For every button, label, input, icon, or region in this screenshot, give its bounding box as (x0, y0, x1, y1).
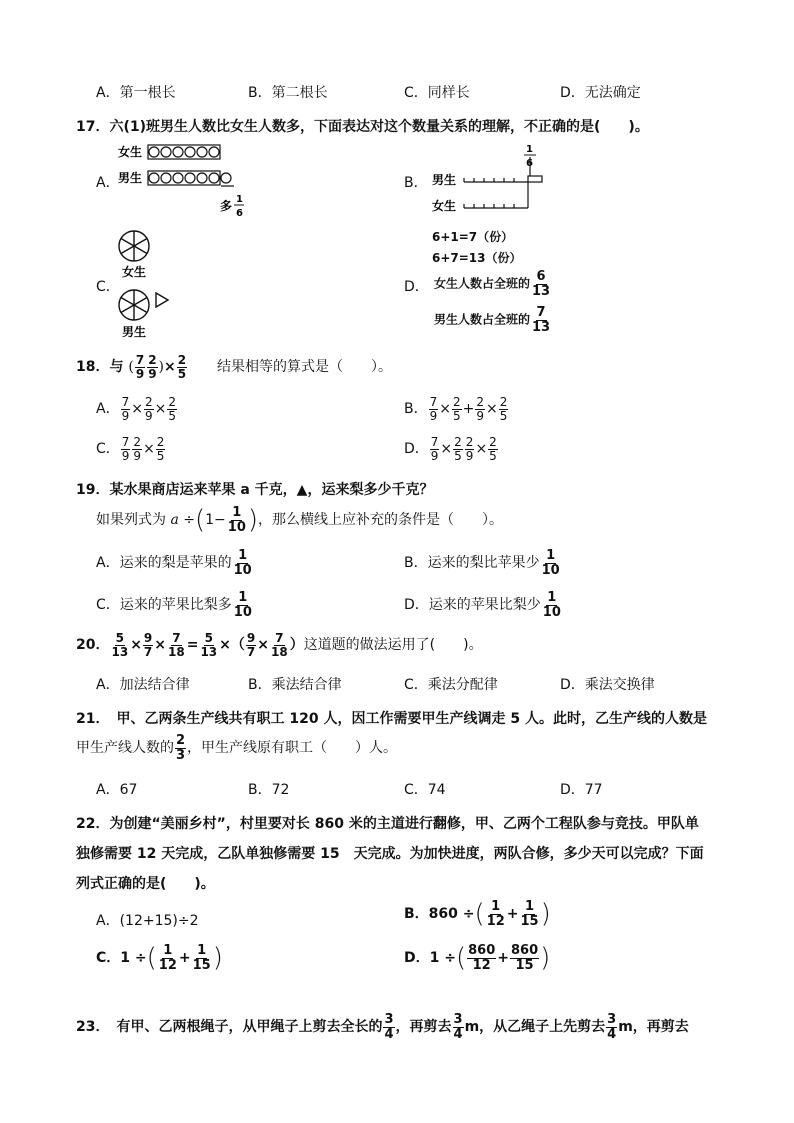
q17-a-frac-den: 6 (236, 208, 243, 219)
q19-option-d: D．运来的苹果比梨少 $\frac{1}{10}$ (404, 590, 561, 620)
q18-stem: 18．与 ( $\frac{7}{9}$ $\frac{2}{9}$ )× $\frac{2}{5}$ 结果相等的算式是（ ）。 (76, 353, 392, 381)
q17-b-frac-num: 1 (526, 144, 533, 155)
q17-c-girls-label: 女生 (122, 265, 147, 279)
q21-option-d: D．77 (560, 782, 603, 798)
q22-option-d: D．1 ÷( $\frac{860}{12}$ + $\frac{860}{15}$ ) (404, 943, 551, 974)
q19-option-c: C．运来的苹果比梨多 $\frac{1}{10}$ (96, 590, 252, 620)
q20-option-a: A．加法结合律 (96, 677, 190, 693)
q17-b-eq1: 6+1=7（份） (432, 230, 514, 244)
q17-a-boys-label: 男生 (118, 171, 143, 185)
q20-option-c: C．乘法分配律 (404, 677, 498, 693)
q16-option-a: A．第一根长 (96, 85, 176, 101)
q17-b-frac-den: 6 (526, 158, 533, 169)
q17-d-line2: 男生人数占全班的 $\frac{7}{13}$ (434, 305, 551, 335)
q21-line1: 21． 甲、乙两条生产线共有职工 120 人，因工作需要甲生产线调走 5 人。此时，乙生产线的人数是 (76, 711, 707, 727)
q17-stem: 17．六(1)班男生人数比女生人数多，下面表达对这个数量关系的理解，不正确的是( )。 (76, 119, 649, 135)
q17-a-frac-num: 1 (236, 194, 243, 205)
q22-line3: 列式正确的是( )。 (76, 876, 215, 892)
q17-c-boys-label: 男生 (122, 325, 147, 339)
q21-line2: 甲生产线人数的 $\frac{2}{3}$ ，甲生产线原有职工（ ）人。 (76, 733, 398, 763)
q17-b-girls-label: 女生 (432, 199, 457, 213)
q23-line1: 23． 有甲、乙两根绳子，从甲绳子上剪去全长的 $\frac{3}{4}$ ，再剪去 $\frac{3}{4}$ m，从乙绳子上先剪去 $\frac{3}{4}$ m，再剪去 (76, 1012, 689, 1042)
q22-option-a: A．(12+15)÷2 (96, 913, 199, 929)
q17-d-line1: 女生人数占全班的 $\frac{6}{13}$ (434, 269, 551, 299)
q17-option-c-label: C． (96, 279, 120, 295)
q17-option-a-label: A． (96, 175, 120, 191)
q18-option-d: D． $\frac{7}{9}$ × $\frac{2}{5}$ $\frac{2}{9}$ × $\frac{2}{5}$ (404, 435, 497, 463)
q19-option-b: B．运来的梨比苹果少 $\frac{1}{10}$ (404, 548, 560, 578)
q17-b-boys-label: 男生 (432, 173, 457, 187)
q22-line1: 22．为创建“美丽乡村”，村里要对长 860 米的主道进行翻修，甲、乙两个工程队参与竞技。甲队单 (76, 816, 699, 832)
q16-option-d: D．无法确定 (560, 85, 641, 101)
q17-c-pie-diagram (114, 226, 184, 342)
q17-b-eq2: 6+7=13（份） (432, 251, 522, 265)
q17-a-girls-label: 女生 (118, 145, 143, 159)
q19-stem: 19．某水果商店运来苹果 a 千克，▲，运来梨多少千克？ (76, 482, 434, 498)
q21-option-b: B．72 (248, 782, 290, 798)
q22-option-b: B．860 ÷( $\frac{1}{12}$ + $\frac{1}{15}$ ) (404, 899, 551, 930)
q19-formula-line: 如果列式为 a ÷(1− $\frac{1}{10}$ )，那么横线上应补充的条件是（ ）。 (96, 505, 504, 536)
q16-option-b: B．第二根长 (248, 85, 328, 101)
q22-line2: 独修需要 12 天完成，乙队单独修需要 15 天完成。为加快进度，两队合修，多少天可以完成？下面 (76, 846, 704, 862)
q17-a-circle-diagram (116, 140, 256, 220)
q18-option-a: A． $\frac{7}{9}$ × $\frac{2}{9}$ × $\frac{2}{5}$ (96, 395, 176, 423)
q20-option-b: B．乘法结合律 (248, 677, 342, 693)
q17-option-d-label: D． (404, 279, 429, 295)
q16-option-c: C．同样长 (404, 85, 470, 101)
q19-option-a: A．运来的梨是苹果的 $\frac{1}{10}$ (96, 548, 252, 578)
q18-option-c: C． $\frac{7}{9}$ $\frac{2}{9}$ × $\frac{2}{5}$ (96, 435, 165, 463)
q17-a-more-label: 多 (220, 199, 233, 213)
q21-option-a: A．67 (96, 782, 138, 798)
q20-option-d: D．乘法交换律 (560, 677, 655, 693)
q18-option-b: B． $\frac{7}{9}$ × $\frac{2}{5}$ + $\frac{2}{9}$ × $\frac{2}{5}$ (404, 395, 508, 423)
q17-b-line-diagram (428, 140, 558, 220)
q21-option-c: C．74 (404, 782, 446, 798)
q20-stem: 20． $\frac{5}{13}$ × $\frac{9}{7}$ × $\frac{7}{18}$ = $\frac{5}{13}$ ×（ $\frac{9}{7}$ × $\frac{7}{18}$ ）这道题的做法运用了( )。 (76, 631, 483, 659)
q22-option-c: C．1 ÷( $\frac{1}{12}$ + $\frac{1}{15}$ ) (96, 943, 223, 974)
q17-option-b-label: B． (404, 175, 428, 191)
